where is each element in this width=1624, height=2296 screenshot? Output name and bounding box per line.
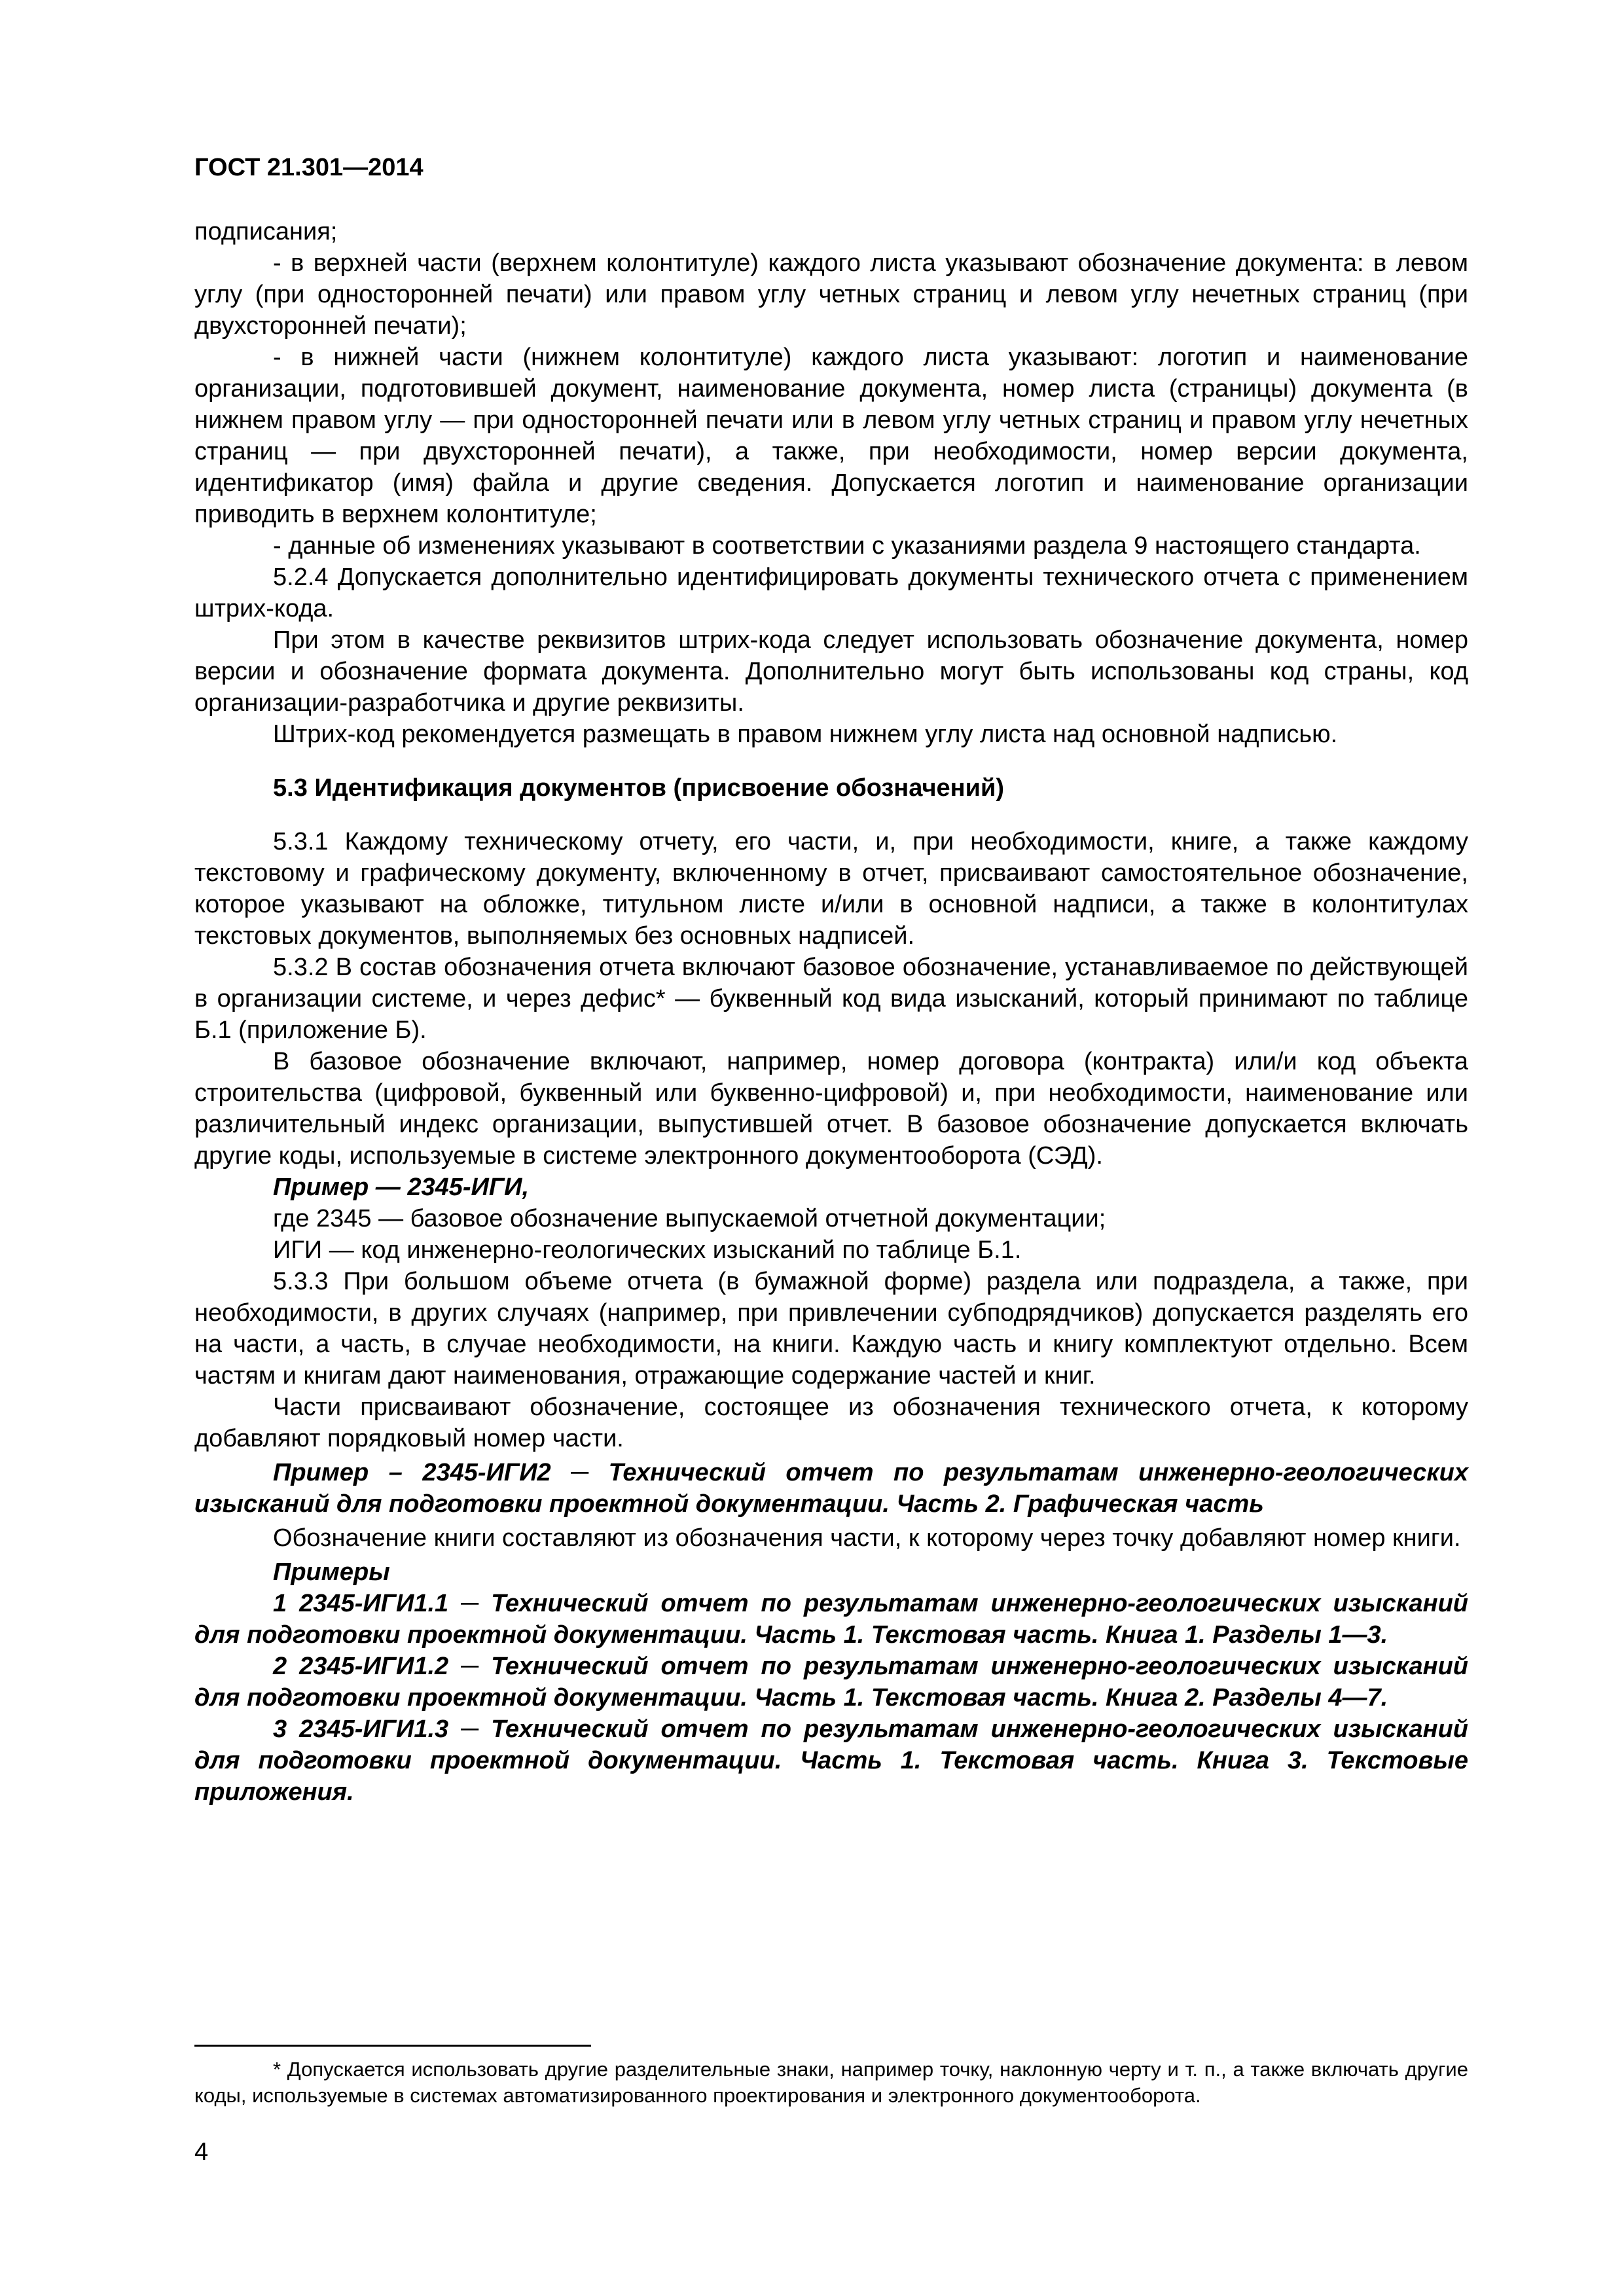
example-item: 1 2345-ИГИ1.1 ─ Технический отчет по результатам инженерно-геологических изысканий для подготовки проектной документации. Часть 1. Текстовая часть. Книга 1. Разделы 1—3. [194, 1590, 1468, 1649]
paragraph: подписания; [194, 218, 338, 245]
paragraph: При этом в качестве реквизитов штрих-кода следует использовать обозначение документа, номер версии и обозначение формата документа. Дополнительно могут быть использованы код страны, код организации-разработчика и другие реквизиты. [194, 626, 1468, 717]
paragraph-5-2-4: 5.2.4 Допускается дополнительно идентифицировать документы технического отчета с применением штрих-кода. [194, 564, 1468, 622]
document-header-code: ГОСТ 21.301—2014 [194, 154, 424, 181]
example-line: ИГИ — код инженерно-геологических изысканий по таблице Б.1. [273, 1236, 1022, 1264]
list-item: - в верхней части (верхнем колонтитуле) каждого листа указывают обозначение документа: в левом углу (при односторонней печати) или правом углу четных страниц и левом углу нечетных страниц (при двухсторонней печати); [194, 249, 1468, 340]
example-block: Пример – 2345-ИГИ2 ─ Технический отчет по результатам инженерно-геологических изысканий для подготовки проектной документации. Часть 2. Графическая часть [194, 1459, 1468, 1518]
paragraph: В базовое обозначение включают, например, номер договора (контракта) или/и код объекта строительства (цифровой, буквенный или буквенно-цифровой) и, при необходимости, наименование или различительный индекс организации, выпустившей отчет. В базовое обозначение допускается включать другие коды, используемые в системе электронного документооборота (СЭД). [194, 1048, 1468, 1170]
page-number: 4 [194, 2138, 209, 2166]
list-item: - в нижней части (нижнем колонтитуле) каждого листа указывают: логотип и наименование организации, подготовившей документ, наименование документа, номер листа (страницы) документа (в нижнем правом углу — при односторонней печати или в левом углу четных страниц и правом углу нечетных страниц — при двухсторонней печати), а также, при необходимости, номер версии документа, идентификатор (имя) файла и другие сведения. Допускается логотип и наименование организации приводить в верхнем колонтитуле; [194, 344, 1468, 528]
footnote [194, 2056, 1468, 2109]
section-heading-5-3: 5.3 Идентификация документов (присвоение обозначений) [273, 774, 1004, 802]
example-item: 2 2345-ИГИ1.2 ─ Технический отчет по результатам инженерно-геологических изысканий для подготовки проектной документации. Часть 1. Текстовая часть. Книга 2. Разделы 4—7. [194, 1653, 1468, 1712]
paragraph: Части присваивают обозначение, состоящее из обозначения технического отчета, к которому добавляют порядковый номер части. [194, 1393, 1468, 1452]
examples-title: Примеры [273, 1558, 390, 1586]
paragraph: Обозначение книги составляют из обозначения части, к которому через точку добавляют номер книги. [273, 1524, 1461, 1552]
paragraph-5-3-2: 5.3.2 В состав обозначения отчета включают базовое обозначение, устанавливаемое по действующей в организации системе, и через дефис* — буквенный код вида изысканий, который принимают по таблице Б.1 (приложение Б). [194, 954, 1468, 1044]
body-text [194, 216, 1468, 1808]
footnote-text: * Допускается использовать другие разделительные знаки, например точку, наклонную черту и т. п., а также включать другие коды, используемые в системах автоматизированного проектирования и электронного документооборота. [194, 2058, 1468, 2107]
example-item: 3 2345-ИГИ1.3 ─ Технический отчет по результатам инженерно-геологических изысканий для подготовки проектной документации. Часть 1. Текстовая часть. Книга 3. Текстовые приложения. [194, 1715, 1468, 1806]
list-item: - данные об изменениях указывают в соответствии с указаниями раздела 9 настоящего стандарта. [273, 532, 1421, 560]
paragraph-5-3-1: 5.3.1 Каждому техническому отчету, его части, и, при необходимости, книге, а также каждому текстовому и графическому документу, включенному в отчет, присваивают самостоятельное обозначение, которое указывают на обложке, титульном листе и/или в основной надписи, а также в колонтитулах текстовых документов, выполняемых без основных надписей. [194, 828, 1468, 950]
example-title: Пример — 2345-ИГИ, [273, 1174, 530, 1201]
footnote-divider [194, 2045, 591, 2047]
paragraph: Штрих-код рекомендуется размещать в правом нижнем углу листа над основной надписью. [273, 721, 1338, 748]
example-line: где 2345 — базовое обозначение выпускаемой отчетной документации; [273, 1205, 1106, 1232]
paragraph-5-3-3: 5.3.3 При большом объеме отчета (в бумажной форме) раздела или подраздела, а также, при необходимости, в других случаях (например, при привлечении субподрядчиков) допускается разделять его на части, а часть, в случае необходимости, на книги. Каждую часть и книгу комплектуют отдельно. Всем частям и книгам дают наименования, отражающие содержание частей и книг. [194, 1268, 1468, 1390]
